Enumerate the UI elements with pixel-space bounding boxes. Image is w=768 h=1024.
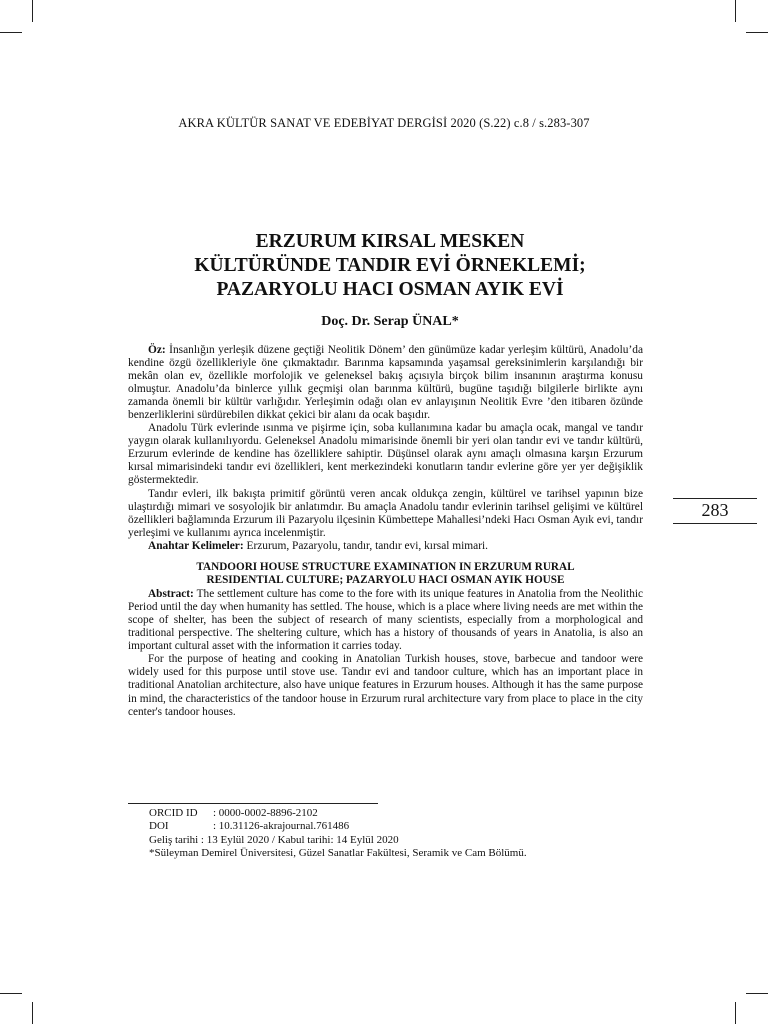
english-abstract [128, 588, 643, 719]
footnote [149, 807, 669, 860]
crop-mark-top-right-v [735, 0, 736, 22]
orcid-row [149, 807, 669, 820]
article-title [120, 230, 660, 302]
abstract-text-1: The settlement culture has come to the fore with its unique features in Anatolia from the Neolithic Period until the day when humanity has settled. The house, which is a place where living needs are met within the scope of shelter, has been the subject of research of many scientists, especially from a morphological and traditional perspective. The sheltering culture, which has a history of thousands of years in Anatolia, is also an important cultural asset with the information it carries today. [128, 587, 643, 653]
title-line-3: PAZARYOLU HACI OSMAN AYIK EVİ [216, 279, 564, 300]
crop-mark-top-right-h [746, 32, 768, 33]
oz-label: Öz: [148, 344, 166, 356]
orcid-label: ORCID ID [149, 807, 198, 819]
title-line-2: KÜLTÜRÜNDE TANDIR EVİ ÖRNEKLEMİ; [194, 255, 586, 276]
page-number-rule-bottom [673, 523, 757, 524]
affiliation-row: *Süleyman Demirel Üniversitesi, Güzel Sanatlar Fakültesi, Seramik ve Cam Bölümü. [149, 846, 527, 859]
orcid-value: : 0000-0002-8896-2102 [213, 807, 318, 819]
footnote-rule [128, 803, 378, 804]
page-number-rule-top [673, 498, 757, 499]
crop-mark-bottom-right-h [746, 993, 768, 994]
doi-row [149, 820, 669, 833]
dates-row: Geliş tarihi : 13 Eylül 2020 / Kabul tarihi: 14 Eylül 2020 [149, 833, 399, 846]
english-title [128, 561, 643, 588]
oz-text-1: İnsanlığın yerleşik düzene geçtiği Neolitik Dönem’ den günümüze kadar yerleşim kültürü, Anadolu’da kendine özgü özellikleriyle öne çıkmaktadır. Barınma kapsamında yaşamsal gereksinimlerin karşılandığı bir mekân olan ev, özellikle morfolojik ve geleneksel bakış açısıyla birçok bilim insanının araştırma konusu olmuştur. Anadolu’da binlerce yıllık geçmişi olan barınma kültürü, bugüne taşıdığı bilgilerle birlikte aynı zamanda önemli bir kültür varlığıdır. Yerleşimin odağı olan ev anlayışının Neolitik Evre ’den itibaren özünde benzerliklerini sürdürebilen dikkat çekici bir alanı da ocak başıdır. [128, 344, 643, 422]
crop-mark-bottom-left-v [32, 1002, 33, 1024]
oz-paragraph-1 [128, 344, 643, 422]
keywords-paragraph [128, 540, 643, 553]
abstract-paragraph-1 [128, 588, 643, 653]
english-title-line-1: TANDOORI HOUSE STRUCTURE EXAMINATION IN ERZURUM RURAL [196, 560, 575, 573]
crop-mark-bottom-left-h [0, 993, 22, 994]
crop-mark-top-left-v [32, 0, 33, 22]
abstract-label: Abstract: [148, 587, 194, 600]
page-number: 283 [701, 500, 729, 520]
english-title-line-2: RESIDENTIAL CULTURE; PAZARYOLU HACI OSMAN AYIK HOUSE [206, 574, 565, 587]
title-line-1: ERZURUM KIRSAL MESKEN [255, 231, 525, 252]
keywords-label: Anahtar Kelimeler: [148, 539, 244, 552]
doi-value: : 10.31126-akrajournal.761486 [213, 820, 350, 833]
author-name: Doç. Dr. Serap ÜNAL* [321, 314, 459, 329]
article-body [128, 344, 643, 719]
crop-mark-top-left-h [0, 32, 22, 33]
journal-header: AKRA KÜLTÜR SANAT VE EDEBİYAT DERGİSİ 2020 (S.22) c.8 / s.283-307 [178, 116, 590, 130]
oz-paragraph-2: Anadolu Türk evlerinde ısınma ve pişirme için, soba kullanımına kadar bu amaçla ocak, mangal ve tandır yaygın olarak kullanılıyordu. Geleneksel Anadolu mimarisinde önemli bir yeri olan tandır evi ve tandır kültürü, Erzurum evlerinde de kendine has özelliklere sahiptir. Düşünsel olarak aynı amaçlı olmasına karşın Erzurum kırsal mimarisindeki tandır evi özellikleri, kent merkezindeki konutların tandır evlerine göre yer yer değişiklik göstermektedir. [128, 422, 643, 487]
doi-label: DOI [149, 820, 169, 833]
abstract-paragraph-2: For the purpose of heating and cooking in Anatolian Turkish houses, stove, barbecue and tandoor were widely used for this purpose until stove use. Tandır evi and tandoor culture, which has an important place in traditional Anatolian architecture, also have unique features in Erzurum houses. Although it has the same purpose in mind, the characteristics of the tandoor house in Erzurum rural architecture vary from place to place in the city center's tandoor houses. [128, 653, 643, 718]
oz-paragraph-3: Tandır evleri, ilk bakışta primitif görüntü veren ancak oldukça zengin, kültürel ve tarihsel yapının bize ulaştırdığı mimari ve sosyolojik bir anlatımdır. Bu amaçla Anadolu tandır evlerinin tarihsel gelişimi ve kültürel özellikleri bağlamında Erzurum ili Pazaryolu ilçesinin Kümbettepe Mahallesi’ndeki Hacı Osman Ayık evi, tandır yerleşimi ve kullanımı ayrıca incelenmiştir. [128, 487, 643, 539]
crop-mark-bottom-right-v [735, 1002, 736, 1024]
keywords-text: Erzurum, Pazaryolu, tandır, tandır evi, kırsal mimari. [243, 539, 489, 552]
